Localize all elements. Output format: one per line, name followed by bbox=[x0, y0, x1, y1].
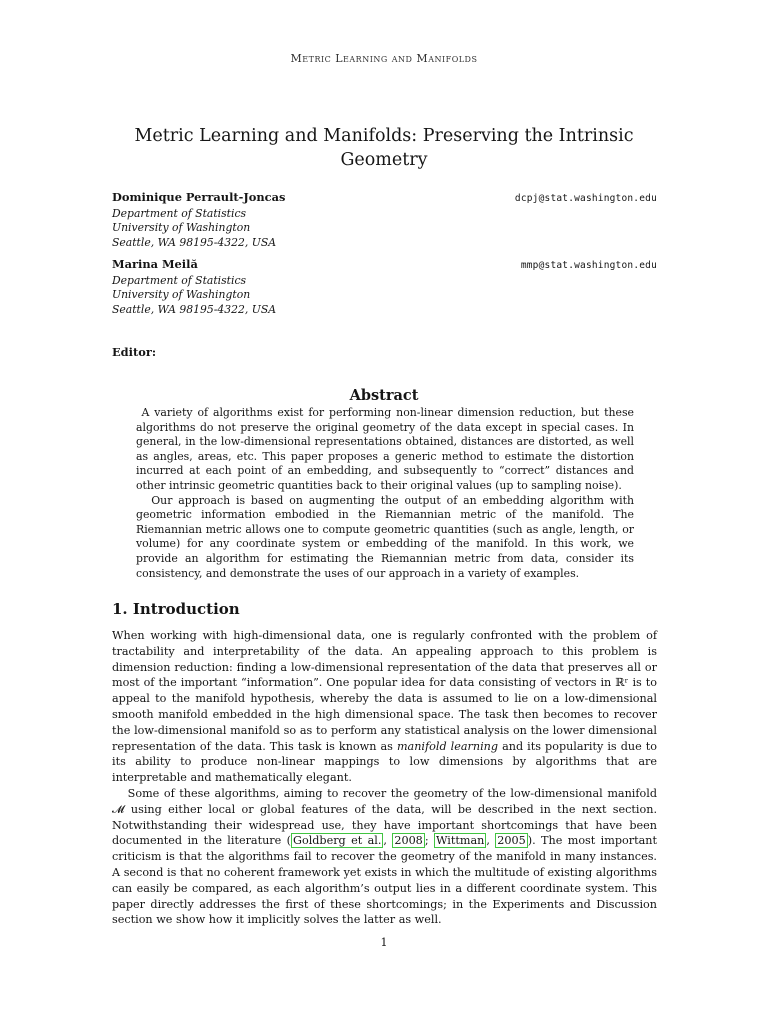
introduction-paragraph-2: Some of these algorithms, aiming to recover the geometry of the low-dimensional manifold 𝓜 using either local or global features of the data, will be described in the next section. Notwithstanding their widespread use, they have important shortcomings that have been documented in the literature ( Goldberg et al. , 2008 ; Wittman , 2005 ). The most important criticism is that the algorithms fail to recover the geometry of the manifold in many instances. A second is that no coherent framework yet exists in which the multitude of existing algorithms can easily be compared, as each algorithm’s output lies in a different coordinate system. This paper directly addresses the first of these shortcomings; in the Experiments and Discussion section we show how it implicitly solves the latter as well. bbox=[112, 786, 657, 927]
section-heading: 1. Introduction bbox=[112, 600, 240, 618]
author-block-1 bbox=[112, 190, 657, 250]
abstract-paragraph: Our approach is based on augmenting the output of an embedding algorithm with geometric information embodied in the Riemannian metric of the manifold. The Riemannian metric allows one to compute geometric quantities (such as angle, length, or volume) for any coordinate system or embedding of the manifold. In this work, we provide an algorithm for estimating the Riemannian metric from data, consider its consistency, and demonstrate the uses of our approach in a variety of examples. bbox=[136, 493, 634, 580]
abstract-paragraph: A variety of algorithms exist for performing non-linear dimension reduction, but these algorithms do not preserve the original geometry of the data except in special cases. In general, in the low-dimensional representations obtained, distances are distorted, as well as angles, areas, etc. This paper proposes a generic method to estimate the distortion incurred at each point of an embedding, and subsequently to “correct” distances and other intrinsic geometric quantities back to their original values (up to sampling noise). bbox=[136, 406, 634, 492]
author-name: Dominique Perrault-Joncas bbox=[112, 190, 286, 204]
paper-title: Metric Learning and Manifolds: Preserving the Intrinsic Geometry bbox=[134, 126, 634, 170]
citation-link[interactable]: Goldberg et al. bbox=[293, 834, 382, 848]
text-run: using either local or global features of the data, will be described in the next section. Notwithstanding their widespread use, they have important shortcomings that have been documented in the literature ( bbox=[112, 802, 657, 848]
running-head: Metric Learning and Manifolds bbox=[290, 52, 478, 65]
citation-year-link[interactable]: 2005 bbox=[497, 834, 526, 848]
affiliation-department: Department of Statistics bbox=[112, 206, 247, 220]
citation-year-link[interactable]: 2008 bbox=[394, 834, 423, 848]
page-number: 1 bbox=[380, 936, 388, 949]
math-symbol: ℝʳ bbox=[615, 676, 629, 690]
math-symbol: 𝓜 bbox=[112, 802, 125, 816]
affiliation-department: Department of Statistics bbox=[112, 273, 247, 287]
introduction-body bbox=[112, 628, 657, 928]
abstract-heading: Abstract bbox=[349, 387, 419, 404]
citation-link[interactable]: Wittman bbox=[435, 834, 485, 848]
editor-label: Editor: bbox=[112, 345, 157, 359]
affiliation-university: University of Washington bbox=[112, 288, 251, 301]
author-email[interactable]: dcpj@stat.washington.edu bbox=[514, 193, 657, 204]
affiliation-address: Seattle, WA 98195-4322, USA bbox=[112, 302, 277, 316]
author-email[interactable]: mmp@stat.washington.edu bbox=[520, 260, 657, 271]
abstract-body bbox=[136, 406, 634, 581]
text-run: ). The most important criticism is that the algorithms fail to recover the geometry of the manifold in many instances. A second is that no coherent framework yet exists in which the multitude of existing algorithms can easily be compared, as each algorithm’s output lies in a different coordinate system. This paper directly addresses the first of these shortcomings; in the Experiments and Discussion section we show how it implicitly solves the latter as well. bbox=[112, 834, 657, 927]
text-run: Some of these algorithms, aiming to recover the geometry of the low-dimensional manifold bbox=[127, 786, 657, 800]
emphasis-term: manifold learning bbox=[396, 739, 499, 753]
text-run: is to appeal to the manifold hypothesis, whereby the data is assumed to lie on a low-dimensional smooth manifold embedded in the high dimensional space. The task then becomes to recover the low-dimensional manifold so as to perform any statistical analysis on the lower dimensional representation of the data. This task is known as bbox=[112, 676, 657, 753]
text-run: and its popularity is due to its ability to produce non-linear mappings to low dimensions by algorithms that are interpretable and mathematically elegant. bbox=[112, 739, 657, 785]
affiliation-address: Seattle, WA 98195-4322, USA bbox=[112, 235, 277, 249]
author-block-2 bbox=[112, 257, 657, 317]
affiliation-university: University of Washington bbox=[112, 221, 251, 234]
introduction-paragraph-1 bbox=[112, 628, 657, 786]
text-run: When working with high-dimensional data, one is regularly confronted with the problem of tractability and interpretability of the data. An appealing approach to this problem is dimension reduction: finding a low-dimensional representation of the data that preserves all or most of the important “information”. One popular idea for data consisting of vectors in bbox=[112, 629, 657, 690]
author-name: Marina Meilă bbox=[112, 257, 198, 271]
